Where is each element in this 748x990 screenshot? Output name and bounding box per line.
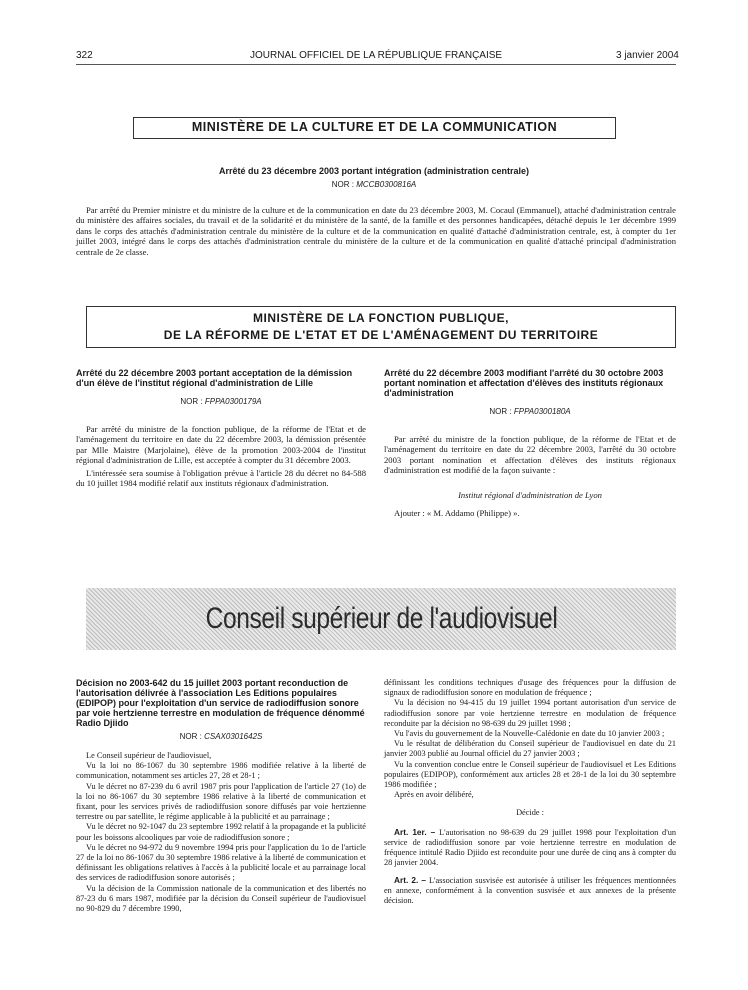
nor-label: NOR : [489, 407, 512, 416]
recital-paragraph: Vu le résultat de délibération du Conseil supérieur de l'audiovisuel en date du 21 janvier 2003 publié au Journal officiel du 27 janvier 2003 ; [384, 739, 676, 759]
article-paragraph [384, 875, 676, 907]
recital-paragraph: Vu la convention conclue entre le Conseil supérieur de l'audiovisuel et Les Editions populaires (EDIPOP), conformément aux articles 28 et 28-1 de la loi du 30 septembre 1986 modifiée ; [384, 759, 676, 790]
decree-body-ira [384, 434, 676, 476]
decree-paragraph: Par arrêté du ministre de la fonction publique, de la réforme de l'Etat et de l'aménagement du territoire en date du 22 décembre 2003, la démission présentée par Mlle Maistre (Marjolaine), élève de la promotion 2003-2004 de l'institut régional d'administration de Lille, est acceptée à compter du 31 décembre 2003. [76, 424, 366, 466]
decree-body-culture [76, 205, 676, 257]
article-text: L'association susvisée est autorisée à utiliser les fréquences mentionnées en annexe, conformément à la convention susvisée et aux annexes de la présente décision. [384, 875, 677, 906]
decision-radio-djiido-left [76, 678, 366, 914]
recital-paragraph: Le Conseil supérieur de l'audiovisuel, [86, 751, 212, 760]
nor-label: NOR : [331, 180, 354, 189]
nor-code: FPPA0300179A [204, 397, 262, 406]
article-2 [384, 875, 676, 907]
csa-banner [86, 588, 676, 650]
issue-date: 3 janvier 2004 [616, 50, 679, 61]
recital-paragraph: Vu le décret no 87-239 du 6 avril 1987 pris pour l'application de l'article 27 (1o) de la loi no 86-1067 du 30 septembre 1986 relative à la liberté de communication et fixant, pour les services privés de radiodiffusion sonore diffusés par voie hertzienne terrestre ou par satellite, le régime applicable à la publicité et au parrainage ; [76, 781, 366, 822]
article-text: L'autorisation no 98-639 du 29 juillet 1998 pour l'exploitation d'un service de radiodiffusion sonore par voie hertzienne terrestre en modulation de fréquence intitulé Radio Djiido est reconduite pour une durée de cinq ans à compter du 28 janvier 2004. [384, 827, 676, 868]
nor-reference-lille [76, 397, 366, 406]
article-label: Art. 1er. – [394, 826, 436, 837]
decree-paragraph: L'intéressée sera soumise à l'obligation prévue à l'article 28 du décret no 84-588 du 10 juillet 1984 modifié relatif aux instituts régionaux d'administration. [76, 467, 366, 489]
ministry-fonction-publique-heading [86, 306, 676, 348]
addition-line [384, 508, 676, 518]
recital-paragraph: Vu la loi no 86-1067 du 30 septembre 1986 modifiée relative à la liberté de communication, notamment ses articles 27, 28 et 28-1 ; [76, 761, 366, 781]
nor-label: NOR : [180, 397, 203, 406]
article-paragraph [384, 827, 676, 869]
decree-body-lille [76, 424, 366, 488]
recital-paragraph: Vu le décret no 94-972 du 9 novembre 1994 pris pour l'application du 1o de l'article 27 de la loi no 86-1067 du 30 septembre 1986 relative à la liberté de communication et définissant les obligations relatives à l'accès à la publicité locale et au parrainage local des services de radiodiffusion sonore autorisés ; [76, 842, 366, 883]
nor-code: MCCB0300816A [356, 180, 417, 189]
decree-ira-article [384, 368, 676, 518]
recital-paragraph: Après en avoir délibéré, [394, 790, 474, 800]
decree-title-culture: Arrêté du 23 décembre 2003 portant intégration (administration centrale) [218, 166, 530, 176]
decree-title-ira: Arrêté du 22 décembre 2003 modifiant l'arrêté du 30 octobre 2003 portant nomination et affectation d'élèves des instituts régionaux d'administration [384, 368, 664, 398]
ministry-culture-heading: MINISTÈRE DE LA CULTURE ET DE LA COMMUNICATION [133, 117, 616, 139]
institute-heading: Institut régional d'administration de Lyon [458, 489, 602, 500]
header-rule [76, 64, 676, 65]
recital-paragraph: définissant les conditions techniques d'usage des fréquences pour la diffusion de signaux de radiodiffusion sonore en modulation de fréquence ; [384, 678, 676, 698]
decide-heading: Décide : [516, 808, 544, 818]
article-label: Art. 2. – [394, 874, 427, 885]
journal-title: JOURNAL OFFICIEL DE LA RÉPUBLIQUE FRANÇAISE [250, 50, 503, 61]
recital-paragraph: Vu la décision no 94-415 du 19 juillet 1994 portant autorisation d'un service de radiodiffusion sonore par voie hertzienne terrestre en modulation de fréquence reconduite par la décision no 98-639 du 29 juillet 1998 ; [384, 698, 676, 728]
recital-paragraph: Vu le décret no 92-1047 du 23 septembre 1992 relatif à la propagande et la publicité pour les boissons alcooliques par voie de radiodiffusion sonore ; [76, 822, 366, 842]
nor-code: CSAX0301642S [204, 732, 263, 741]
decree-paragraph: Par arrêté du ministre de la fonction publique, de la réforme de l'Etat et de l'aménagement du territoire en date du 22 décembre 2003, l'arrêté du 30 octobre 2003 portant nomination et affectation d'élèves des instituts régionaux d'administration est modifié de la façon suivante : [384, 434, 676, 476]
decision-title: Décision no 2003-642 du 15 juillet 2003 portant reconduction de l'autorisation délivrée à l'association Les Editions populaires (EDIPOP) pour l'exploitation d'un service de radiodiffusion sonore par voie hertzienne terrestre en modulation de fréquence dénommé Radio Djiido [76, 678, 365, 728]
decree-lille-article [76, 368, 366, 488]
decree-paragraph: Par arrêté du Premier ministre et du ministre de la culture et de la communication en date du 23 décembre 2003, M. Cocaul (Emmanuel), attaché d'administration centrale du ministère des affaires sociales, du travail et de la solidarité et du ministère de la santé, de la famille et des personnes handicapées, détaché depuis le 1er décembre 1999 dans le corps des attachés d'administration centrale du ministère de la culture et de la communication en qualité d'attaché d'administration centrale, est, à compter du 1er juillet 2003, intégré dans le corps des attachés d'administration centrale du ministère de la culture et de la communication en qualité d'attaché principal d'administration centrale de 2e classe. [76, 205, 676, 257]
ministry-heading-line2: DE LA RÉFORME DE L'ETAT ET DE L'AMÉNAGEMENT DU TERRITOIRE [163, 328, 599, 342]
nor-reference-csa [76, 732, 366, 741]
article-1 [384, 827, 676, 869]
decision-recitals-left [76, 751, 366, 914]
csa-banner-title: Conseil supérieur de l'audiovisuel [205, 602, 557, 635]
nor-reference-culture [300, 180, 448, 189]
decision-radio-djiido-right [384, 678, 676, 906]
nor-label: NOR : [179, 732, 202, 741]
decree-paragraph: Ajouter : « M. Addamo (Philippe) ». [394, 508, 520, 519]
decision-recitals-right [384, 678, 676, 800]
decree-title-lille: Arrêté du 22 décembre 2003 portant acceptation de la démission d'un élève de l'institut régional d'administration de Lille [76, 368, 353, 388]
nor-code: FPPA0300180A [513, 407, 571, 416]
ministry-heading-line1: MINISTÈRE DE LA FONCTION PUBLIQUE, [253, 311, 509, 325]
page-number: 322 [76, 50, 93, 61]
nor-reference-ira [384, 407, 676, 416]
recital-paragraph: Vu la décision de la Commission nationale de la communication et des libertés no 87-23 du 6 mars 1987, modifiée par la décision du Conseil supérieur de l'audiovisuel no 90-829 du 7 décembre 1990, [76, 883, 366, 914]
recital-paragraph: Vu l'avis du gouvernement de la Nouvelle-Calédonie en date du 10 janvier 2003 ; [394, 729, 665, 739]
